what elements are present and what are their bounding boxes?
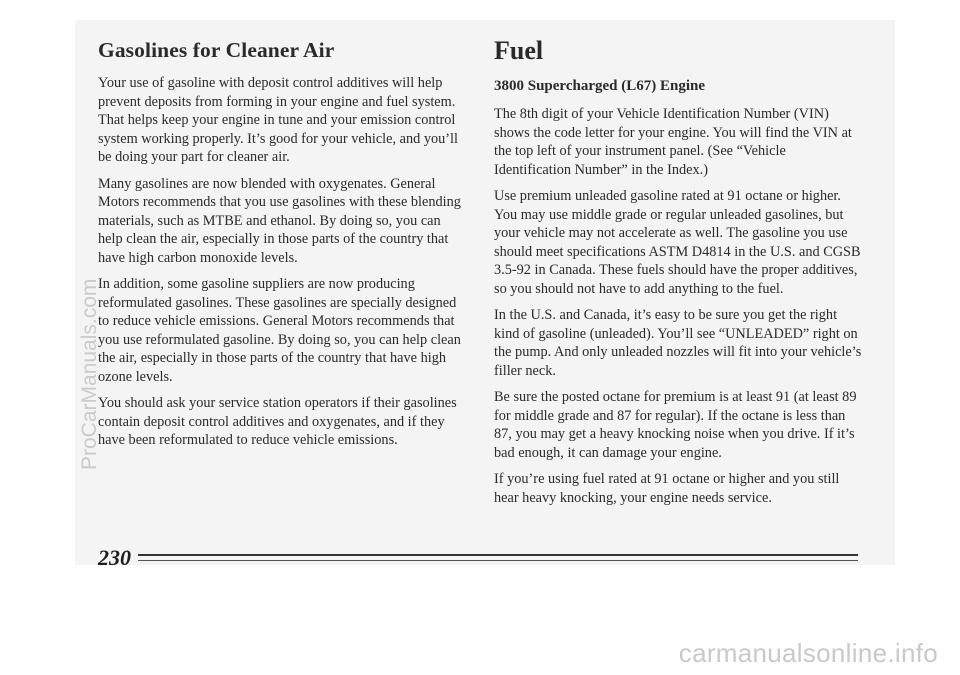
engine-subheading: 3800 Supercharged (L67) Engine xyxy=(494,78,705,94)
footer-rule-thin xyxy=(138,560,858,561)
paragraph: In addition, some gasoline suppliers are now producing reformulated gasolines. These gasolines are specially designed to reduce vehicle emissions. General Motors recommends that you use reformulated gasoline. By doing so, you can help clean the air, especially in those parts of the country that have high ozone levels. xyxy=(98,276,461,385)
paragraph: Use premium unleaded gasoline rated at 91 octane or higher. You may use middle grade or regular unleaded gasolines, but your vehicle may not accelerate as well. The gasoline you use should meet specifications ASTM D4814 in the U.S. and CGSB 3.5-92 in Canada. These fuels should have the proper additives, so you should not have to add anything to the fuel. xyxy=(494,188,861,297)
paragraph: Many gasolines are now blended with oxygenates. General Motors recommends that you use gasolines with these blending materials, such as MTBE and ethanol. By doing so, you can help clean the air, especially in those parts of the country that have high carbon monoxide levels. xyxy=(98,175,461,266)
site-watermark: carmanualsonline.info xyxy=(678,638,938,668)
right-column xyxy=(494,36,864,515)
paragraph: The 8th digit of your Vehicle Identification Number (VIN) shows the code letter for your engine. You will find the VIN at the top left of your instrument panel. (See “Vehicle Identification Number” in the Index.) xyxy=(494,106,852,178)
paragraph: Be sure the posted octane for premium is at least 91 (at least 89 for middle grade and 87 for regular). If the octane is less than 87, you may get a heavy knocking noise when you drive. If it’s bad enough, it can damage your engine. xyxy=(494,389,857,461)
section-heading-cleaner-air: Gasolines for Cleaner Air xyxy=(98,38,335,62)
section-heading-fuel: Fuel xyxy=(494,36,544,65)
paragraph: In the U.S. and Canada, it’s easy to be sure you get the right kind of gasoline (unleaded). You’ll see “UNLEADED” right on the pump. And only unleaded nozzles will fit into your vehicle’s filler neck. xyxy=(494,307,862,379)
footer-rule xyxy=(138,554,858,556)
left-column xyxy=(98,38,468,458)
paragraph: You should ask your service station operators if their gasolines contain deposit control additives and oxygenates, and if they have been reformulated to reduce vehicle emissions. xyxy=(98,395,457,448)
side-watermark: ProCarManuals.com xyxy=(78,278,101,470)
paragraph: If you’re using fuel rated at 91 octane or higher and you still hear heavy knocking, your engine needs service. xyxy=(494,471,840,506)
page-footer xyxy=(98,545,858,569)
page-number: 230 xyxy=(98,545,131,570)
paragraph: Your use of gasoline with deposit control additives will help prevent deposits from forming in your engine and fuel system. That helps keep your engine in tune and your emission control system working properly. It’s good for your vehicle, and you’ll be doing your part for cleaner air. xyxy=(98,75,458,165)
